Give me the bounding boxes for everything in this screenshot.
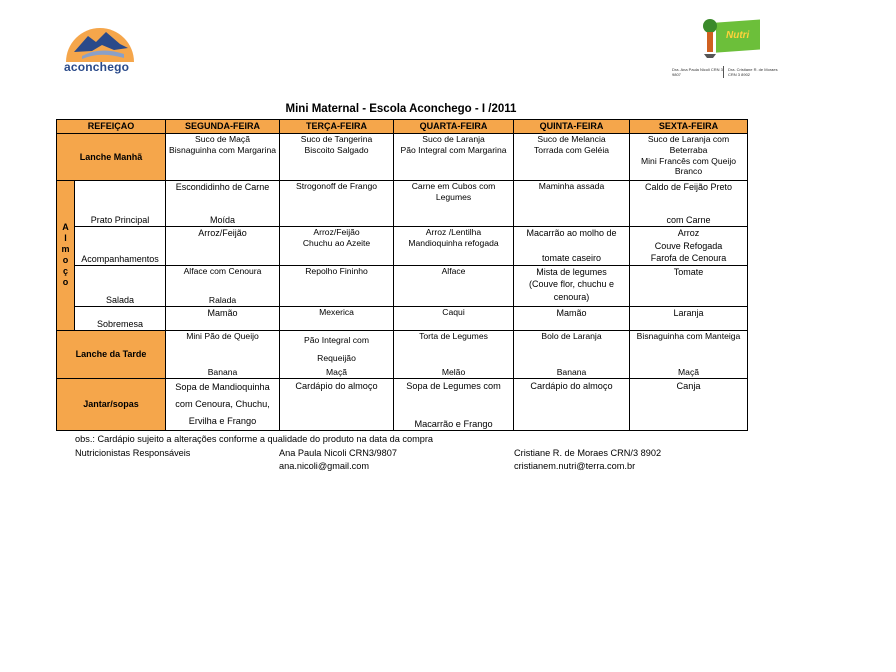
menu-cell: Macarrão ao molho de tomate caseiro	[514, 227, 630, 266]
menu-cell: Bolo de Laranja Banana	[514, 330, 630, 378]
menu-cell: Mamão	[514, 306, 630, 330]
menu-cell: Cardápio do almoço	[280, 378, 394, 430]
menu-cell: Pão Integral com Requeijão Maçã	[280, 330, 394, 378]
almoco-letter: A	[62, 222, 69, 233]
menu-cell: Suco de Laranja com Beterraba Mini Francês com Queijo Branco	[630, 134, 748, 181]
menu-cell: Arroz /Lentilha Mandioquinha refogada	[394, 227, 514, 266]
row-prato-principal	[57, 181, 748, 227]
row-label: Sobremesa	[75, 306, 166, 330]
row-sobremesa	[57, 306, 748, 330]
nutri-logo-divider	[723, 66, 724, 78]
footer-nutri2-email[interactable]: cristianem.nutri@terra.com.br	[514, 461, 636, 471]
menu-cell: Caqui	[394, 306, 514, 330]
row-jantar	[57, 378, 748, 430]
menu-cell: Alface com Cenoura Ralada	[166, 265, 280, 306]
menu-cell: Arroz/Feijão Chuchu ao Azeite	[280, 227, 394, 266]
menu-cell: Strogonoff de Frango	[280, 181, 394, 227]
menu-cell: Torta de Legumes Melão	[394, 330, 514, 378]
menu-cell: Laranja	[630, 306, 748, 330]
menu-cell: Suco de Tangerina Biscoito Salgado	[280, 134, 394, 181]
aconchego-logo-emblem	[62, 18, 138, 64]
row-acompanhamentos	[57, 227, 748, 266]
footer-obs: obs.: Cardápio sujeito a alterações conforme a qualidade do produto na data da compra	[75, 434, 434, 444]
menu-cell: Tomate	[630, 265, 748, 306]
menu-cell: Suco de Laranja Pão Integral com Margarina	[394, 134, 514, 181]
almoco-letter: o	[62, 255, 69, 266]
header-refeicao: REFEIÇAO	[57, 120, 166, 134]
menu-cell: Suco de Maçã Bisnaguinha com Margarina	[166, 134, 280, 181]
aconchego-logo-text: aconchego	[64, 60, 130, 74]
almoco-letter: o	[62, 277, 69, 288]
menu-table	[56, 119, 748, 431]
row-label: Salada	[75, 265, 166, 306]
menu-cell: Caldo de Feijão Preto com Carne	[630, 181, 748, 227]
row-label: Lanche Manhã	[57, 134, 166, 181]
footer-nutri1-name: Ana Paula Nicoli CRN3/9807	[279, 448, 397, 458]
menu-cell: Suco de Melancia Torrada com Geléia	[514, 134, 630, 181]
menu-cell: Repolho Fininho	[280, 265, 394, 306]
row-label: Prato Principal	[75, 181, 166, 227]
header-row	[57, 120, 748, 134]
row-salada	[57, 265, 748, 306]
footer-nutri1-email[interactable]: ana.nicoli@gmail.com	[279, 461, 370, 471]
menu-cell: Canja	[630, 378, 748, 430]
header-day: SEXTA-FEIRA	[630, 120, 748, 134]
menu-cell: Alface	[394, 265, 514, 306]
menu-cell: Sopa de Mandioquinha com Cenoura, Chuchu, Ervilha e Frango	[166, 378, 280, 430]
menu-cell: Mexerica	[280, 306, 394, 330]
menu-cell: Carne em Cubos com Legumes	[394, 181, 514, 227]
header-day: QUARTA-FEIRA	[394, 120, 514, 134]
row-label: Jantar/sopas	[57, 378, 166, 430]
nutri-logo-word: Nutri	[726, 30, 750, 41]
header-day: TERÇA-FEIRA	[280, 120, 394, 134]
footer-nutri2-name: Cristiane R. de Moraes CRN/3 8902	[514, 448, 662, 458]
footer-responsaveis: Nutricionistas Responsáveis	[75, 448, 191, 458]
row-label: Lanche da Tarde	[57, 330, 166, 378]
row-lanche-tarde	[57, 330, 748, 378]
almoco-letter: ç	[62, 266, 68, 277]
nutri-logo-caption-right: Dra. Cristiane R. de Moraes CRN 3 8902	[728, 67, 778, 77]
almoco-letter: m	[61, 244, 70, 255]
header-day: SEGUNDA-FEIRA	[166, 120, 280, 134]
menu-cell: Bisnaguinha com Manteiga Maçã	[630, 330, 748, 378]
menu-cell: Sopa de Legumes com Macarrão e Frango	[394, 378, 514, 430]
nutri-logo-caption-left: Dra. Ana Paula Nicoli CRN 3 9807	[672, 67, 723, 77]
menu-cell: Cardápio do almoço	[514, 378, 630, 430]
header-day: QUINTA-FEIRA	[514, 120, 630, 134]
menu-cell: Maminha assada	[514, 181, 630, 227]
menu-cell: Mamão	[166, 306, 280, 330]
menu-cell: Mista de legumes (Couve flor, chuchu e cenoura)	[514, 265, 630, 306]
nutri-logo	[696, 18, 766, 60]
almoco-vertical-label	[57, 181, 75, 331]
almoco-letter: l	[64, 233, 67, 244]
row-label: Acompanhamentos	[75, 227, 166, 266]
menu-cell: Escondidinho de Carne Moída	[166, 181, 280, 227]
menu-cell: Arroz Couve Refogada Farofa de Cenoura	[630, 227, 748, 266]
menu-cell: Arroz/Feijão	[166, 227, 280, 266]
menu-cell: Mini Pão de Queijo Banana	[166, 330, 280, 378]
page-title: Mini Maternal - Escola Aconchego - I /2011	[285, 103, 517, 115]
row-lanche-manha	[57, 134, 748, 181]
